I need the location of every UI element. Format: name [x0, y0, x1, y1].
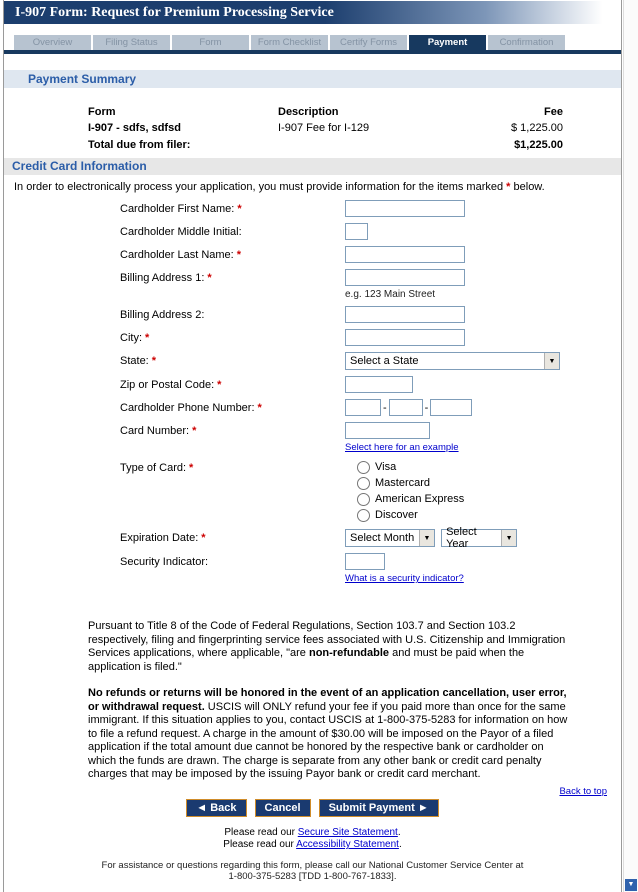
card-number-example-link[interactable]: Select here for an example	[345, 442, 459, 453]
cancel-button[interactable]: Cancel	[255, 799, 311, 817]
required-asterisk: *	[257, 402, 262, 414]
tab-overview[interactable]: Overview	[14, 35, 91, 50]
field-row-card-number	[120, 422, 621, 453]
expiration-year-select[interactable]	[441, 526, 517, 550]
tab-certify-forms[interactable]: Certify Forms	[330, 35, 407, 50]
field-row-last-name	[120, 246, 621, 263]
tab-form[interactable]: Form	[172, 35, 249, 50]
zip-input[interactable]	[345, 376, 413, 393]
accessibility-statement-link[interactable]: Accessibility Statement	[296, 839, 399, 850]
fee-row-form: I-907 - sdfs, sdfsd	[88, 122, 181, 134]
city-label: City: *	[120, 332, 150, 344]
cardholder-middle-initial-input[interactable]	[345, 223, 368, 240]
expiration-label: Expiration Date: *	[120, 532, 206, 544]
accessibility-line: Please read our Accessibility Statement.	[223, 839, 402, 850]
required-asterisk: *	[217, 379, 222, 391]
security-indicator-label: Security Indicator:	[120, 556, 209, 568]
scrollbar[interactable]	[623, 0, 638, 892]
required-asterisk: *	[145, 332, 150, 344]
required-asterisk: *	[201, 532, 206, 544]
phone-separator: -	[424, 401, 429, 414]
mastercard-radio[interactable]	[357, 477, 370, 490]
billing-address-2-input[interactable]	[345, 306, 465, 323]
field-row-middle-initial	[120, 223, 621, 240]
zip-label: Zip or Postal Code: *	[120, 379, 222, 391]
card-number-input[interactable]	[345, 422, 430, 439]
credit-card-header	[4, 158, 621, 175]
fee-row-amount: $ 1,225.00	[511, 122, 563, 134]
submit-payment-button[interactable]: Submit Payment ►	[319, 799, 439, 817]
field-row-card-type	[120, 459, 621, 523]
field-row-phone	[120, 399, 621, 416]
col-header-description: Description	[278, 106, 339, 118]
field-row-billing-address-1	[120, 269, 621, 300]
fee-table-header-row	[88, 106, 563, 119]
required-asterisk: *	[192, 425, 197, 437]
col-header-fee: Fee	[544, 106, 563, 118]
back-to-top-link[interactable]: Back to top	[559, 785, 607, 797]
fee-row-description: I-907 Fee for I-129	[278, 122, 370, 134]
assistance-text	[4, 860, 621, 883]
city-input[interactable]	[345, 329, 465, 346]
chevron-down-icon: ▼	[501, 530, 516, 546]
credit-card-heading: Credit Card Information	[12, 159, 147, 173]
expiration-month-select[interactable]	[345, 529, 435, 547]
secure-site-line: Please read our Secure Site Statement.	[224, 826, 401, 838]
billing-address-2-label: Billing Address 2:	[120, 309, 205, 321]
total-value: $1,225.00	[514, 139, 563, 151]
back-button[interactable]: ◄ Back	[186, 799, 246, 817]
billing-address-1-input[interactable]	[345, 269, 465, 286]
security-indicator-help-link[interactable]: What is a security indicator?	[345, 573, 464, 584]
phone-area-input[interactable]	[345, 399, 381, 416]
assistance-line-2: 1-800-375-5283 [TDD 1-800-767-1833].	[228, 871, 397, 882]
footer-links	[4, 827, 621, 852]
page-title: I-907 Form: Request for Premium Processing Service	[15, 5, 334, 20]
card-type-option-discover[interactable]	[357, 507, 464, 523]
phone-prefix-input[interactable]	[389, 399, 423, 416]
field-row-billing-address-2	[120, 306, 621, 323]
chevron-down-icon: ▼	[419, 530, 434, 546]
tab-bar-underline	[4, 50, 621, 54]
last-name-label: Cardholder Last Name: *	[120, 249, 242, 261]
legal-text	[88, 620, 568, 782]
required-asterisk: *	[207, 272, 212, 284]
state-label: State: *	[120, 355, 157, 367]
page	[3, 0, 622, 892]
non-refundable-paragraph: Pursuant to Title 8 of the Code of Federal Regulations, Section 103.7 and Section 103.2 respectively, filing and fingerprinting service fees associated with U.S. Citizenship and Immigration Services applications, where applicable, "are non-refundable and must be paid when the application is filed."	[88, 620, 566, 673]
required-asterisk: *	[236, 249, 242, 261]
phone-line-input[interactable]	[430, 399, 472, 416]
discover-radio[interactable]	[357, 509, 370, 522]
required-asterisk: *	[237, 203, 242, 215]
tab-bar	[14, 35, 621, 50]
assistance-line-1: For assistance or questions regarding this form, please call our National Customer Service Center at	[101, 859, 524, 871]
card-type-option-visa[interactable]	[357, 459, 464, 475]
required-asterisk: *	[189, 462, 194, 474]
mastercard-label: Mastercard	[375, 477, 431, 489]
intro-post: below.	[510, 181, 545, 193]
fee-table-total-row	[88, 139, 563, 152]
visa-radio[interactable]	[357, 461, 370, 474]
phone-separator: -	[383, 401, 387, 414]
total-label: Total due from filer:	[88, 139, 191, 151]
visa-label: Visa	[375, 461, 397, 473]
expiration-year-value: Select Year	[446, 526, 477, 550]
tab-confirmation[interactable]: Confirmation	[488, 35, 565, 50]
header-bar	[4, 1, 621, 24]
security-indicator-input[interactable]	[345, 553, 385, 570]
action-buttons	[4, 799, 621, 817]
scroll-down-button[interactable]	[625, 879, 637, 891]
col-header-form: Form	[88, 106, 116, 118]
card-number-label: Card Number: *	[120, 425, 197, 437]
discover-label: Discover	[375, 509, 418, 521]
field-row-security-indicator	[120, 553, 621, 584]
refund-policy-paragraph: No refunds or returns will be honored in the event of an application cancellation, user error, or withdrawal request. USCIS will ONLY refund your fee if you paid more than once for the same immigrant. If this situation applies to you, contact USCIS at 1-800-375-5283 for information on how to file a refund request. A charge in the amount of $30.00 will be imposed on the Payor of a filed application if the total amount due cannot be honored by the respective bank or cardholder on which the funds are drawn. The charge is separate from any other bank or credit card penalty charges that may be imposed by the issuing Payor bank or credit card merchant.	[88, 687, 568, 780]
billing-address-1-label: Billing Address 1: *	[120, 272, 212, 284]
payment-summary-header	[4, 70, 621, 88]
intro-asterisk: *	[506, 181, 511, 193]
state-select[interactable]	[345, 352, 560, 370]
secure-site-statement-link[interactable]: Secure Site Statement	[297, 826, 398, 838]
american-express-radio[interactable]	[357, 493, 370, 506]
address-example-hint: e.g. 123 Main Street	[345, 289, 436, 300]
middle-initial-label: Cardholder Middle Initial:	[120, 226, 242, 238]
intro-text	[14, 180, 611, 194]
field-row-city	[120, 329, 621, 346]
field-row-expiration	[120, 526, 621, 550]
field-row-zip	[120, 376, 621, 393]
intro-pre: In order to electronically process your application, you must provide information for the items marked	[14, 181, 507, 193]
required-asterisk: *	[151, 355, 157, 367]
fee-table	[88, 106, 563, 152]
field-row-state	[120, 352, 621, 370]
card-type-label: Type of Card: *	[120, 462, 194, 474]
fee-table-row	[88, 122, 563, 135]
card-type-option-american-express[interactable]	[357, 491, 464, 507]
payment-summary-heading: Payment Summary	[28, 72, 137, 86]
credit-card-form	[4, 200, 621, 584]
tab-filing-status[interactable]: Filing Status	[93, 35, 170, 50]
cardholder-last-name-input[interactable]	[345, 246, 465, 263]
state-select-value: Select a State	[350, 355, 419, 367]
back-to-top-row	[4, 786, 607, 797]
american-express-label: American Express	[375, 493, 465, 505]
phone-label: Cardholder Phone Number: *	[120, 402, 262, 414]
expiration-month-value: Select Month	[350, 532, 415, 544]
first-name-label: Cardholder First Name: *	[120, 203, 242, 215]
tab-payment[interactable]: Payment	[409, 35, 486, 50]
cardholder-first-name-input[interactable]	[345, 200, 465, 217]
tab-form-checklist[interactable]: Form Checklist	[251, 35, 328, 50]
field-row-first-name	[120, 200, 621, 217]
card-type-option-mastercard[interactable]	[357, 475, 464, 491]
chevron-down-icon: ▼	[544, 353, 559, 369]
arrow-down-icon: ▼	[627, 881, 635, 888]
card-type-radio-group	[345, 459, 464, 523]
